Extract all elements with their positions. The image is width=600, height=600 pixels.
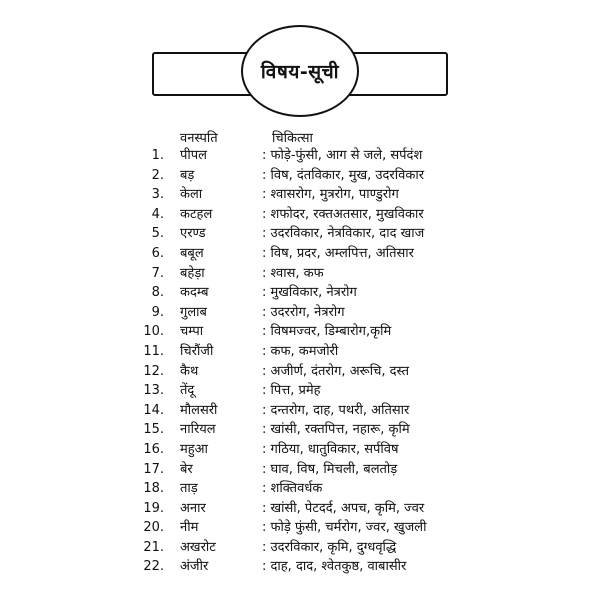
list-item: [0, 557, 600, 577]
list-item: [0, 538, 600, 558]
entry-treatment: : दन्तरोग, दाह, पथरी, अतिसार: [262, 402, 410, 418]
entry-plant: अखरोट: [180, 539, 216, 555]
entry-plant: कैथ: [180, 363, 199, 379]
entry-treatment: : गठिया, धातुविकार, सर्पविष: [262, 441, 399, 457]
entry-number: 18.: [143, 481, 164, 497]
entry-plant: कदम्ब: [180, 285, 209, 301]
list-item: [0, 342, 600, 362]
column-header-treatment: चिकित्सा: [272, 131, 313, 146]
entry-number: 2.: [151, 167, 164, 183]
list-item: [0, 185, 600, 205]
entry-number: 10.: [143, 324, 164, 340]
entry-treatment: : उदरविकार, नेत्रविकार, दाद खाज: [262, 226, 425, 242]
entry-plant: तेंदू: [180, 383, 195, 399]
list-item: [0, 518, 600, 538]
entry-number: 13.: [143, 383, 164, 399]
list-item: [0, 283, 600, 303]
entry-treatment: : उदररोग, नेत्ररोग: [262, 304, 345, 320]
entry-plant: अनार: [180, 500, 206, 516]
entry-plant: नारियल: [180, 422, 216, 438]
entry-treatment: : दाह, दाद, श्वेतकुष्ठ, वाबासीर: [262, 559, 407, 575]
list-item: [0, 440, 600, 460]
entry-number: 15.: [143, 422, 164, 438]
entry-number: 5.: [151, 226, 164, 242]
entry-treatment: : घाव, विष, मिचली, बलतोड़: [262, 461, 398, 477]
entry-number: 6.: [151, 245, 164, 261]
list-item: [0, 460, 600, 480]
entry-treatment: : अजीर्ण, दंतरोग, अरूचि, दस्त: [262, 363, 409, 379]
entry-treatment: : शफोदर, रक्तअतसार, मुखविकार: [262, 206, 424, 222]
entry-number: 17.: [143, 461, 164, 477]
list-item: [0, 362, 600, 382]
entry-number: 7.: [151, 265, 164, 281]
entry-number: 20.: [143, 520, 164, 536]
list-item: [0, 166, 600, 186]
entry-treatment: : विषमज्वर, डिम्बारोग,कृमि: [262, 324, 392, 340]
entry-number: 8.: [151, 285, 164, 301]
list-item: [0, 244, 600, 264]
entry-treatment: : शक्तिवर्धक: [262, 481, 323, 497]
entry-treatment: : पित्त, प्रमेह: [262, 383, 321, 399]
list-item: [0, 146, 600, 166]
entry-number: 1.: [151, 148, 164, 163]
entry-number: 4.: [151, 206, 164, 222]
entry-plant: महुआ: [180, 441, 208, 457]
entry-plant: बबूल: [180, 245, 204, 261]
column-header-plant: वनस्पति: [180, 131, 218, 146]
entry-plant: नीम: [180, 520, 199, 536]
entry-plant: एरण्ड: [180, 226, 206, 242]
entry-treatment: : उदरविकार, कृमि, दुग्धवृद्धि: [262, 539, 397, 555]
list-item: [0, 303, 600, 323]
list-item: [0, 322, 600, 342]
entry-number: 21.: [143, 539, 164, 555]
entry-number: 22.: [143, 559, 164, 575]
list-item: [0, 264, 600, 284]
entry-plant: मौलसरी: [180, 402, 218, 418]
list-item: [0, 401, 600, 421]
entry-plant: ताड़: [180, 481, 198, 497]
entry-plant: बहेड़ा: [180, 265, 205, 281]
entry-number: 9.: [151, 304, 164, 320]
entry-number: 14.: [143, 402, 164, 418]
entry-plant: कटहल: [180, 206, 213, 222]
entry-treatment: : खांसी, पेटदर्द, अपच, कृमि, ज्वर: [262, 500, 425, 516]
entry-plant: पीपल: [180, 148, 207, 163]
list-item: [0, 499, 600, 519]
entry-treatment: : श्वास, कफ: [262, 265, 324, 281]
entry-plant: बेर: [180, 461, 193, 477]
entry-plant: अंजीर: [180, 559, 209, 575]
entry-treatment: : मुखविकार, नेत्ररोग: [262, 285, 357, 301]
list-item: [0, 479, 600, 499]
entry-plant: बड़: [180, 167, 195, 183]
entry-number: 3.: [151, 187, 164, 203]
entry-number: 16.: [143, 441, 164, 457]
entry-plant: चिरौंजी: [180, 343, 214, 359]
list-item: [0, 224, 600, 244]
contents-header: [0, 0, 600, 120]
entry-number: 19.: [143, 500, 164, 516]
entry-treatment: : विष, दंतविकार, मुख, उदरविकार: [262, 167, 425, 183]
entry-treatment: : फोड़े फुंसी, चर्मरोग, ज्वर, खुजली: [262, 520, 427, 536]
entry-treatment: : कफ, कमजोरी: [262, 343, 339, 359]
entry-number: 11.: [143, 343, 164, 359]
entry-plant: केला: [180, 187, 203, 203]
entry-treatment: : खांसी, रक्तपित्त, नहारू, कृमि: [262, 422, 410, 438]
entry-treatment: : विष, प्रदर, अम्लपित्त, अतिसार: [262, 245, 414, 261]
entry-number: 12.: [143, 363, 164, 379]
contents-list: [0, 146, 600, 577]
entry-plant: चम्पा: [180, 324, 204, 340]
entry-treatment: : फोड़े-फुंसी, आग से जले, सर्पदंश: [262, 148, 423, 163]
entry-plant: गुलाब: [180, 304, 207, 320]
page-title: विषय-सूची: [260, 61, 340, 83]
list-item: [0, 381, 600, 401]
list-item: [0, 420, 600, 440]
entry-treatment: : श्वासरोग, मुत्ररोग, पाण्डुरोग: [262, 187, 399, 203]
list-item: [0, 205, 600, 225]
